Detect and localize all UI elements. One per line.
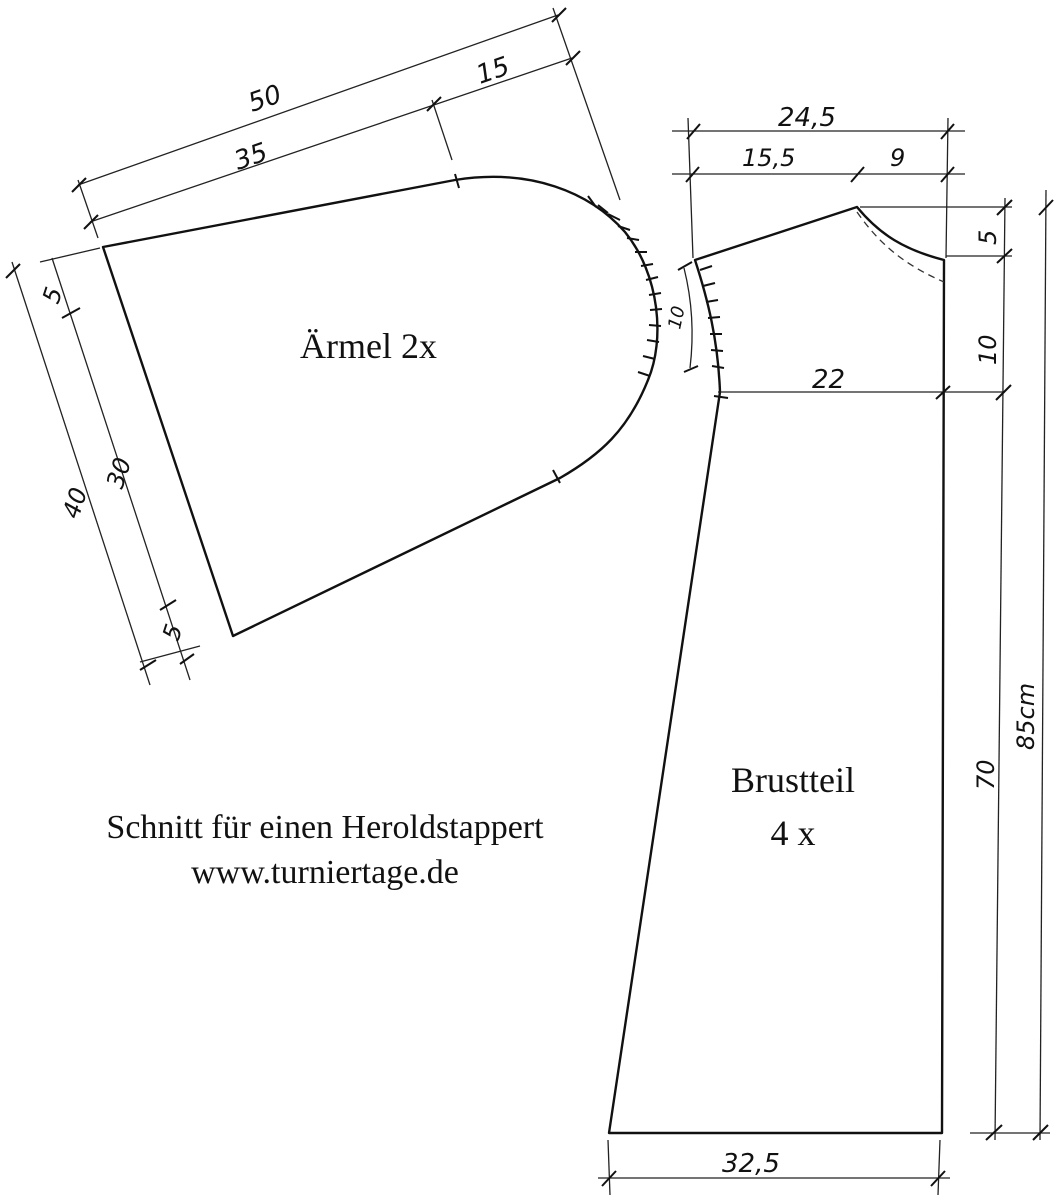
bodice-bottom: 32,5	[722, 1149, 780, 1179]
bodice-outline	[609, 207, 944, 1133]
bodice-right-mid: 10	[974, 334, 1002, 365]
bodice-right-dimensions	[860, 190, 1053, 1140]
caption-title: Schnitt für einen Heroldstappert	[106, 809, 544, 846]
sleeve-top-total: 50	[244, 79, 286, 119]
sleeve-top-dimensions	[72, 8, 620, 238]
bodice-label-line2: 4 x	[770, 813, 816, 853]
bodice-armhole-width: 22	[812, 365, 846, 395]
bodice-top-dimensions	[672, 118, 965, 258]
sleeve-side-mid: 30	[101, 454, 138, 492]
sleeve-top-part: 35	[230, 137, 272, 177]
caption-url: www.turniertage.de	[191, 854, 459, 891]
sleeve-top-rest: 15	[472, 51, 514, 91]
sleeve-cap-stitches	[455, 174, 662, 483]
bodice-right-low: 70	[972, 759, 1000, 790]
sleeve-side-bottom: 5	[157, 620, 189, 644]
sleeve-side-dimensions	[6, 248, 200, 685]
bodice-label-line1: Brustteil	[731, 760, 855, 800]
sleeve-label: Ärmel 2x	[300, 326, 437, 366]
sleeve-cap-mark: 10	[664, 304, 690, 332]
bodice-right-top: 5	[974, 229, 1002, 245]
bodice-top-left: 15,5	[742, 144, 796, 172]
sleeve-side-top: 5	[37, 283, 69, 307]
bodice-right-total: 85cm	[1012, 682, 1040, 750]
sleeve-outline	[103, 177, 657, 636]
bodice-top-right: 9	[890, 144, 906, 172]
sleeve-side-total: 40	[57, 484, 94, 522]
bodice-top-total: 24,5	[778, 103, 836, 133]
